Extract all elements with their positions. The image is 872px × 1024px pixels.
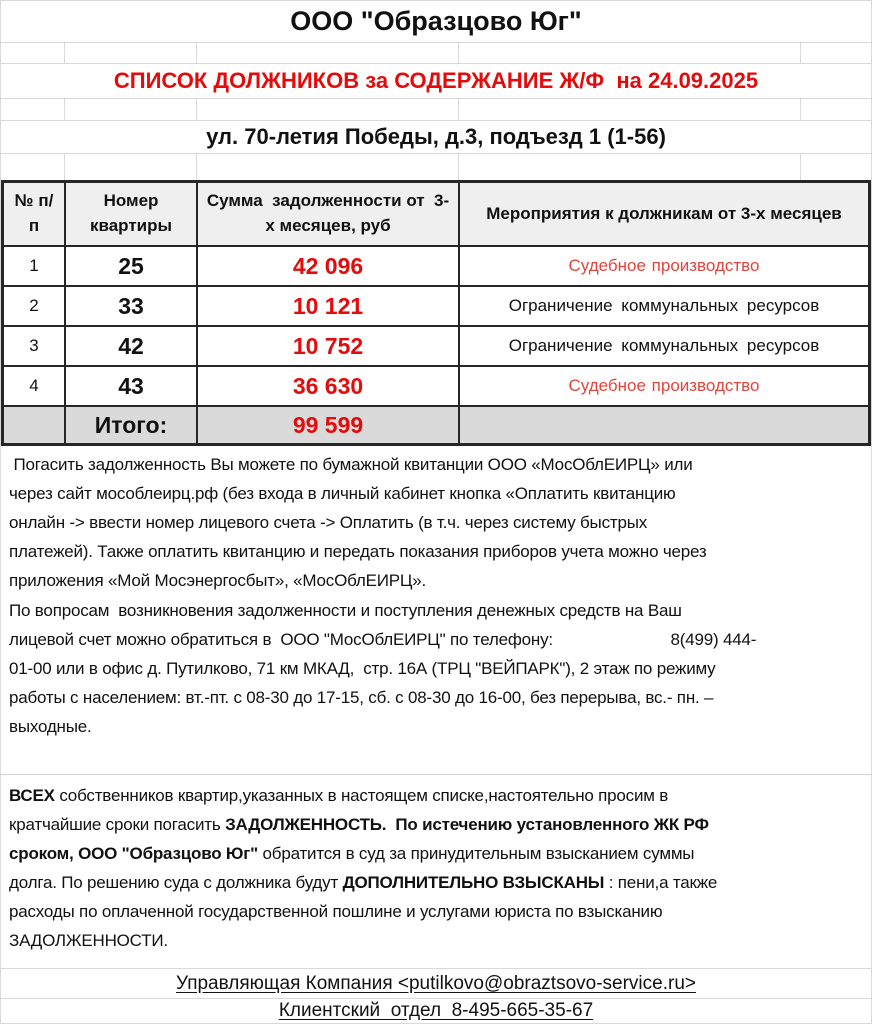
- text-segment: кратчайшие сроки погасить: [9, 815, 226, 834]
- footer-company-row: [1, 969, 871, 999]
- grid-cell: [1, 99, 65, 119]
- cell-amount: 10 121: [198, 287, 460, 327]
- total-label: Итого:: [66, 407, 198, 443]
- text-line: [9, 596, 863, 625]
- grid-cell: [65, 99, 197, 119]
- text-line: [9, 926, 863, 955]
- grid-spacer-row: [1, 99, 871, 120]
- text-line: [9, 781, 863, 810]
- warning-paragraph: [1, 775, 871, 955]
- cell-amount: 36 630: [198, 367, 460, 407]
- contact-info-paragraph: [1, 592, 871, 739]
- text-segment: работы с населением: вт.-пт. с 08-30 до 17-15, сб. с 08-30 до 16-00, без перерыва, вс.- пн. –: [9, 688, 714, 707]
- text-line: [9, 625, 863, 654]
- total-empty-cell: [460, 407, 868, 443]
- cell-action: Ограничение коммунальных ресурсов: [460, 327, 868, 367]
- cell-apartment: 33: [66, 287, 198, 327]
- cell-action: Судебное производство: [460, 367, 868, 407]
- text-segment: собственников квартир,указанных в настоящем списке,настоятельно просим в: [54, 786, 669, 805]
- col-header-amount: Сумма задолженности от 3-х месяцев, руб: [198, 183, 460, 247]
- text-segment: онлайн -> ввести номер лицевого счета -> Оплатить (в т.ч. через систему быстрых: [9, 513, 648, 532]
- cell-action: Ограничение коммунальных ресурсов: [460, 287, 868, 327]
- grid-cell: [1, 43, 65, 63]
- text-segment: платежей). Также оплатить квитанцию и передать показания приборов учета можно через: [9, 542, 707, 561]
- text-segment: приложения «Мой Мосэнергосбыт», «МосОблЕИРЦ».: [9, 571, 427, 590]
- cell-amount: 42 096: [198, 247, 460, 287]
- list-title-row: [1, 64, 871, 99]
- grid-cell: [1, 154, 65, 180]
- cell-apartment: 42: [66, 327, 198, 367]
- grid-cell: [801, 154, 871, 180]
- grid-cell: [65, 43, 197, 63]
- address-title: ул. 70-летия Победы, д.3, подъезд 1 (1-56): [206, 123, 666, 149]
- grid-cell: [801, 99, 871, 119]
- grid-cell: [65, 154, 197, 180]
- grid-cell: [197, 154, 459, 180]
- grid-spacer-row: [1, 43, 871, 64]
- grid-spacer-row: [1, 154, 871, 180]
- bold-text-segment: ВСЕХ: [9, 786, 55, 805]
- col-header-actions: Мероприятия к должникам от 3-х месяцев: [460, 183, 868, 247]
- text-line: [9, 479, 863, 508]
- cell-num: 3: [4, 327, 66, 367]
- company-title: ООО "Образцово Юг": [290, 6, 582, 36]
- total-amount: 99 599: [198, 407, 460, 443]
- cell-apartment: 43: [66, 367, 198, 407]
- text-segment: Погасить задолженность Вы можете по бумажной квитанции ООО «МосОблЕИРЦ» или: [9, 455, 693, 474]
- grid-cell: [197, 99, 459, 119]
- total-empty-cell: [4, 407, 66, 443]
- text-line: [9, 537, 863, 566]
- cell-action: Судебное производство: [460, 247, 868, 287]
- payment-info-paragraph: [1, 446, 871, 592]
- cell-amount: 10 752: [198, 327, 460, 367]
- text-segment: выходные.: [9, 717, 92, 736]
- text-segment: расходы по оплаченной государственной пошлине и услугами юриста по взысканию: [9, 902, 663, 921]
- title-row: [1, 1, 871, 43]
- text-line: [9, 810, 863, 839]
- cell-num: 2: [4, 287, 66, 327]
- text-line: [9, 897, 863, 926]
- text-line: [9, 508, 863, 537]
- text-segment: По вопросам возникновения задолженности и поступления денежных средств на Ваш: [9, 601, 682, 620]
- grid-cell: [459, 154, 801, 180]
- cell-num: 4: [4, 367, 66, 407]
- bold-text-segment: ЗАДОЛЖЕННОСТЬ. По истечению установленного ЖК РФ: [225, 815, 709, 834]
- text-line: [9, 566, 863, 595]
- footer-email-link[interactable]: Управляющая Компания <putilkovo@obraztsovo-service.ru>: [175, 972, 696, 994]
- grid-cell: [197, 43, 459, 63]
- grid-cell: [459, 43, 801, 63]
- text-line: [9, 654, 863, 683]
- text-segment: : пени,а также: [604, 873, 718, 892]
- bold-text-segment: сроком, ООО "Образцово Юг": [9, 844, 259, 863]
- text-segment: 01-00 или в офис д. Путилково, 71 км МКАД, стр. 16А (ТРЦ "ВЕЙПАРК"), 2 этаж по режиму: [9, 659, 716, 678]
- footer-divider: [1, 955, 871, 969]
- text-line: [9, 868, 863, 897]
- text-segment: обратится в суд за принудительным взысканием суммы: [258, 844, 695, 863]
- col-header-num: № п/п: [4, 183, 66, 247]
- text-line: [9, 712, 863, 741]
- address-row: [1, 121, 871, 154]
- text-line: [9, 839, 863, 868]
- section-divider: [1, 739, 871, 775]
- grid-cell: [801, 43, 871, 63]
- list-title: СПИСОК ДОЛЖНИКОВ за СОДЕРЖАНИЕ Ж/Ф на 24.09.2025: [113, 68, 759, 94]
- cell-apartment: 25: [66, 247, 198, 287]
- text-segment: ЗАДОЛЖЕННОСТИ.: [9, 931, 168, 950]
- cell-num: 1: [4, 247, 66, 287]
- text-line: [9, 683, 863, 712]
- text-segment: через сайт мособлеирц.рф (без входа в личный кабинет кнопка «Оплатить квитанцию: [9, 484, 676, 503]
- bold-text-segment: ДОПОЛНИТЕЛЬНО ВЗЫСКАНЫ: [342, 873, 605, 892]
- debtors-table: [1, 180, 871, 446]
- col-header-apartment: Номер квартиры: [66, 183, 198, 247]
- text-segment: лицевой счет можно обратиться в ООО "МосОблЕИРЦ" по телефону: 8(499) 444-: [9, 630, 757, 649]
- footer-phone-link[interactable]: Клиентский отдел 8-495-665-35-67: [278, 1000, 594, 1021]
- text-segment: долга. По решению суда с должника будут: [9, 873, 343, 892]
- footer-client-row: [1, 999, 871, 1023]
- grid-cell: [459, 99, 801, 119]
- text-line: [9, 450, 863, 479]
